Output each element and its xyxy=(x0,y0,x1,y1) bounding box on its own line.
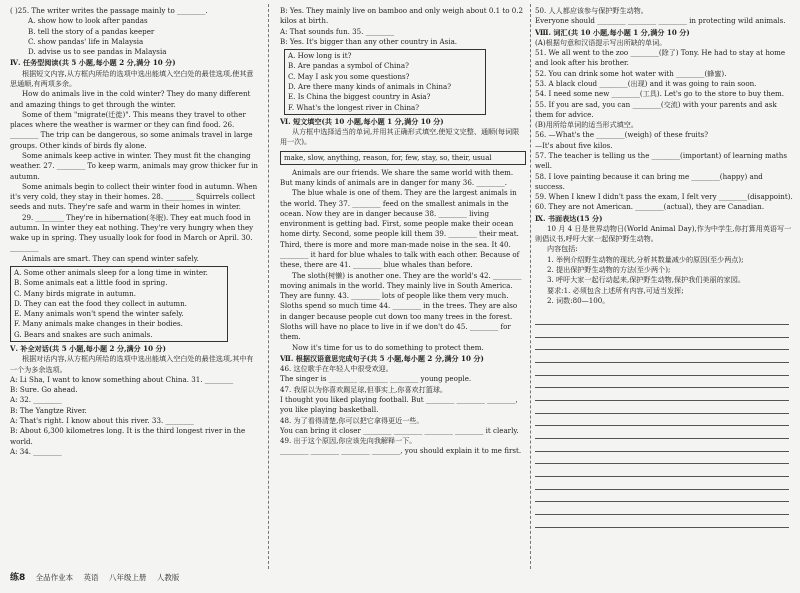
option-item: D. Are there many kinds of animals in China? xyxy=(288,81,452,91)
question-25: ( )25. The writer writes the passage mainly to ________. xyxy=(10,6,208,15)
answer-line[interactable] xyxy=(535,515,789,528)
passage-paragraph: The blue whale is one of them. They are the largest animals in the world. They 37. ________ feed on the smallest animals in the ocean. Now they are in danger because 38. ________ living environment is getting bad. First, some people make their ocean home dirty. Second, some people kill them 39. ________ their meat. Third, there is more and more man-made noise in the sea. It 40. ________ it hard for blue whales to talk with each other. Because of these, there are 41. ________ blue whales than before. xyxy=(280,188,520,270)
vocab-item: 56. —What's the ________(weigh) of these fruits? xyxy=(535,130,709,140)
option-item: C. May I ask you some questions? xyxy=(288,71,410,81)
section-title: Ⅶ. 根据汉语意思完成句子(共 5 小题,每小题 2 分,满分 10 分) xyxy=(280,353,484,363)
word-bank: make, slow, anything, reason, for, few, stay, so, their, usual xyxy=(280,151,526,165)
sentence-prompt: 47. 我原以为你喜欢踢足球,但事实上,你喜欢打篮球。 xyxy=(280,384,448,394)
passage-paragraph: Animals are our friends. We share the same world with them. But many kinds of animals are in danger for many 36. ________. xyxy=(280,167,514,188)
options-box xyxy=(10,266,228,342)
column-left xyxy=(10,6,258,567)
page-footer xyxy=(10,572,187,585)
option-item: B. Some animals eat a little food in spring. xyxy=(14,278,168,288)
answer-line[interactable] xyxy=(535,502,789,515)
section-instructions: 根据对话内容,从方框内所给的选项中选出能填入空白处的最佳选项,其中有一个为多余选项。 xyxy=(10,354,254,374)
writing-prompt: 1. 举例介绍野生动物的现状,分析其数量减少的原因(至少两点); xyxy=(547,254,744,264)
footer-item: 八年级上册 xyxy=(108,572,147,582)
answer-line[interactable] xyxy=(535,414,789,427)
sentence-blank: I thought you liked playing football. But ________ ________ ________, you like playing basketball. xyxy=(280,394,518,415)
sentence-prompt: 48. 为了看得清楚,你可以把它拿得更近一些。 xyxy=(280,415,424,425)
section-instructions: 从方框中选择适当的单词,并用其正确形式填空,使短文完整、通顺(每词限用一次)。 xyxy=(280,127,520,147)
passage-paragraph: How do animals live in the cold winter? They do many different and amazing things to get through the winter. xyxy=(10,89,251,109)
section-title: Ⅵ. 短文填空(共 10 小题,每小题 1 分,满分 10 分) xyxy=(280,116,444,126)
writing-prompt: 2. 提出保护野生动物的方法(至少两个); xyxy=(547,265,671,275)
dialogue-line: A: 34. ________ xyxy=(10,446,62,456)
passage-paragraph: Some animals keep active in winter. They must fit the changing weather. 27. ________ To keep warm, animals may grow thicker fur in autumn. xyxy=(10,150,258,181)
option-b: B. tell the story of a pandas keeper xyxy=(28,26,155,36)
option-c: C. show pandas' life in Malaysia xyxy=(28,36,144,46)
passage-paragraph: 29. ________ They're in hibernation(冬眠). They eat much food in autumn. In winter they eat nothing. They're very hungry when they wake up in spring. They usually look for food in March or April. 30. ________ xyxy=(10,212,254,253)
dialogue-line: A: That sounds fun. 35. ________ xyxy=(280,26,395,36)
answer-line[interactable] xyxy=(535,464,789,477)
subsection-title: (B)用所给单词的适当形式填空。 xyxy=(535,120,638,130)
dialogue-line: B: The Yangtze River. xyxy=(10,405,87,415)
column-divider xyxy=(268,4,269,569)
answer-lines[interactable] xyxy=(535,312,793,528)
sentence-blank: You can bring it closer ________ ________ ________ ________ it clearly. xyxy=(280,425,519,435)
column-right xyxy=(535,6,793,567)
option-item: G. Bears and snakes are such animals. xyxy=(14,329,153,339)
option-item: E. Many animals won't spend the winter safely. xyxy=(14,309,184,319)
options-box xyxy=(284,49,486,115)
option-d: D. advise us to see pandas in Malaysia xyxy=(28,47,167,57)
section-title: Ⅴ. 补全对话(共 5 小题,每小题 2 分,满分 10 分) xyxy=(10,344,166,353)
answer-line[interactable] xyxy=(535,388,789,401)
writing-prompt: 3. 呼吁大家一起行动起来,保护野生动物,保护我们美丽的家园。 xyxy=(547,275,745,285)
footer-item: 全品作业本 xyxy=(35,572,74,582)
footer-item: 人教版 xyxy=(156,572,180,582)
passage-paragraph: Now it's time for us to do something to protect them. xyxy=(292,342,484,352)
vocab-item: 52. You can drink some hot water with ________(蜂蜜). xyxy=(535,68,727,78)
passage-paragraph: Some animals begin to collect their winter food in autumn. When it's very cold, they stay in their homes. 28. ________ Squirrels collect seeds and nuts. They're safe and warm in their homes in winter. xyxy=(10,181,258,212)
sentence-blank: The singer is ________ ________ ________ young people. xyxy=(280,374,472,384)
answer-line[interactable] xyxy=(535,376,789,389)
passage-paragraph: Some of them "migrate(迁徙)". This means they travel to other places where the weather is warmer or they can find food. 26. ________ The trip can be dangerous, so some animals travel in large groups. Other kinds of birds fly alone. xyxy=(10,109,253,150)
writing-prompt: 内容包括: xyxy=(547,244,578,254)
option-item: E. Is China the biggest country in Asia? xyxy=(288,92,431,102)
answer-line[interactable] xyxy=(535,312,789,325)
page-number: 练8 xyxy=(10,572,26,583)
answer-line[interactable] xyxy=(535,452,789,465)
section-title: Ⅳ. 任务型阅读(共 5 小题,每小题 2 分,满分 10 分) xyxy=(10,58,176,68)
sentence-blank: ________ ________ ________ ________, you should explain it to me first. xyxy=(280,446,522,456)
vocab-item: 57. The teacher is telling us the ________(important) of learning maths well. xyxy=(535,150,787,171)
answer-line[interactable] xyxy=(535,439,789,452)
writing-prompt: 10 月 4 日是世界动物日(World Animal Day),作为中学生,你打算用英语写一则倡议书,呼吁大家一起保护野生动物。 xyxy=(535,223,792,244)
option-item: B. Are pandas a symbol of China? xyxy=(288,61,409,71)
dialogue-line: B: Sure. Go ahead. xyxy=(10,385,78,395)
section-instructions: 根据短文内容,从方框内所给的选项中选出能填入空白处的最佳选项,使其意思通顺,有两项多余。 xyxy=(10,68,254,88)
sentence-prompt: 49. 出于这个原因,你应该先向我解释一下。 xyxy=(280,436,417,446)
vocab-item: 60. They are not American. ________(actual), they are Canadian. xyxy=(535,202,765,212)
column-divider xyxy=(530,4,531,569)
option-item: F. What's the longest river in China? xyxy=(288,102,420,112)
vocab-item: —It's about five kilos. xyxy=(535,140,613,150)
vocab-item: 59. When I knew I didn't pass the exam, I felt very ________(disappoint). xyxy=(535,192,793,202)
vocab-item: 55. If you are sad, you can ________(交流) with your parents and ask them for advice. xyxy=(535,99,777,119)
option-item: D. They can eat the food they collect in autumn. xyxy=(14,298,187,308)
vocab-item: 58. I love painting because it can bring me ________(happy) and success. xyxy=(535,171,763,191)
answer-line[interactable] xyxy=(535,490,789,503)
answer-line[interactable] xyxy=(535,401,789,414)
answer-line[interactable] xyxy=(535,363,789,376)
option-item: F. Many animals make changes in their bodies. xyxy=(14,319,183,329)
vocab-item: 53. A black cloud ________(出现) and it was going to rain soon. xyxy=(535,78,757,88)
dialogue-line: B: Yes. They mainly live on bamboo and only weigh about 0.1 to 0.2 kilos at birth. xyxy=(280,6,524,26)
answer-line[interactable] xyxy=(535,350,789,363)
sentence-blank: Everyone should ________ ________ ________ in protecting wild animals. xyxy=(535,16,786,26)
option-item: A. Some other animals sleep for a long time in winter. xyxy=(14,268,208,278)
column-middle xyxy=(280,6,526,567)
option-a: A. show how to look after pandas xyxy=(28,16,148,26)
subsection-title: (A)根据句意和汉语提示写出所缺的单词。 xyxy=(535,37,667,47)
dialogue-line: A: 32. ________ xyxy=(10,395,62,405)
dialogue-line: A: Li Sha, I want to know something about China. 31. ________ xyxy=(10,374,234,384)
writing-prompt: 要求:1. 必须包含上述所有内容,可适当发挥; xyxy=(547,285,684,295)
dialogue-line: A: That's right. I know about this river. 33. ________ xyxy=(10,415,194,425)
answer-line[interactable] xyxy=(535,338,789,351)
dialogue-line: B: About 6,300 kilometres long. It is the third longest river in the world. xyxy=(10,426,246,446)
option-item: A. How long is it? xyxy=(288,51,352,61)
passage-paragraph: Animals are smart. They can spend winter safely. xyxy=(22,253,199,263)
vocab-item: 54. I need some new ________(工具). Let's go to the store to buy them. xyxy=(535,89,785,99)
answer-line[interactable] xyxy=(535,477,789,490)
vocab-item: 51. We all went to the zoo ________(除了) Tony. He had to stay at home and look after his brother. xyxy=(535,48,786,68)
option-item: C. Many birds migrate in autumn. xyxy=(14,288,136,298)
answer-line[interactable] xyxy=(535,325,789,338)
dialogue-line: B: Yes. It's bigger than any other country in Asia. xyxy=(280,36,458,46)
sentence-prompt: 46. 这位歌手在年轻人中很受欢迎。 xyxy=(280,364,393,374)
footer-item: 英语 xyxy=(83,572,99,582)
sentence-prompt: 50. 人人都应该参与保护野生动物。 xyxy=(535,6,648,15)
answer-line[interactable] xyxy=(535,426,789,439)
section-title: Ⅸ. 书面表达(15 分) xyxy=(535,213,603,223)
writing-prompt: 2. 词数:80—100。 xyxy=(547,295,610,305)
passage-paragraph: The sloth(树懒) is another one. They are the world's 42. ________ moving animals in the world. They mainly live in South America. They are funny. 43. ________ lots of people like them very much. Sloths spend so much time 44. ________ in the trees. They are also in danger because people cut down too many trees in the forest. Sloths will have no place to live in if we don't do 45. ________ for them. xyxy=(280,270,522,342)
section-title: Ⅷ. 词汇(共 10 小题,每小题 1 分,满分 10 分) xyxy=(535,27,690,37)
